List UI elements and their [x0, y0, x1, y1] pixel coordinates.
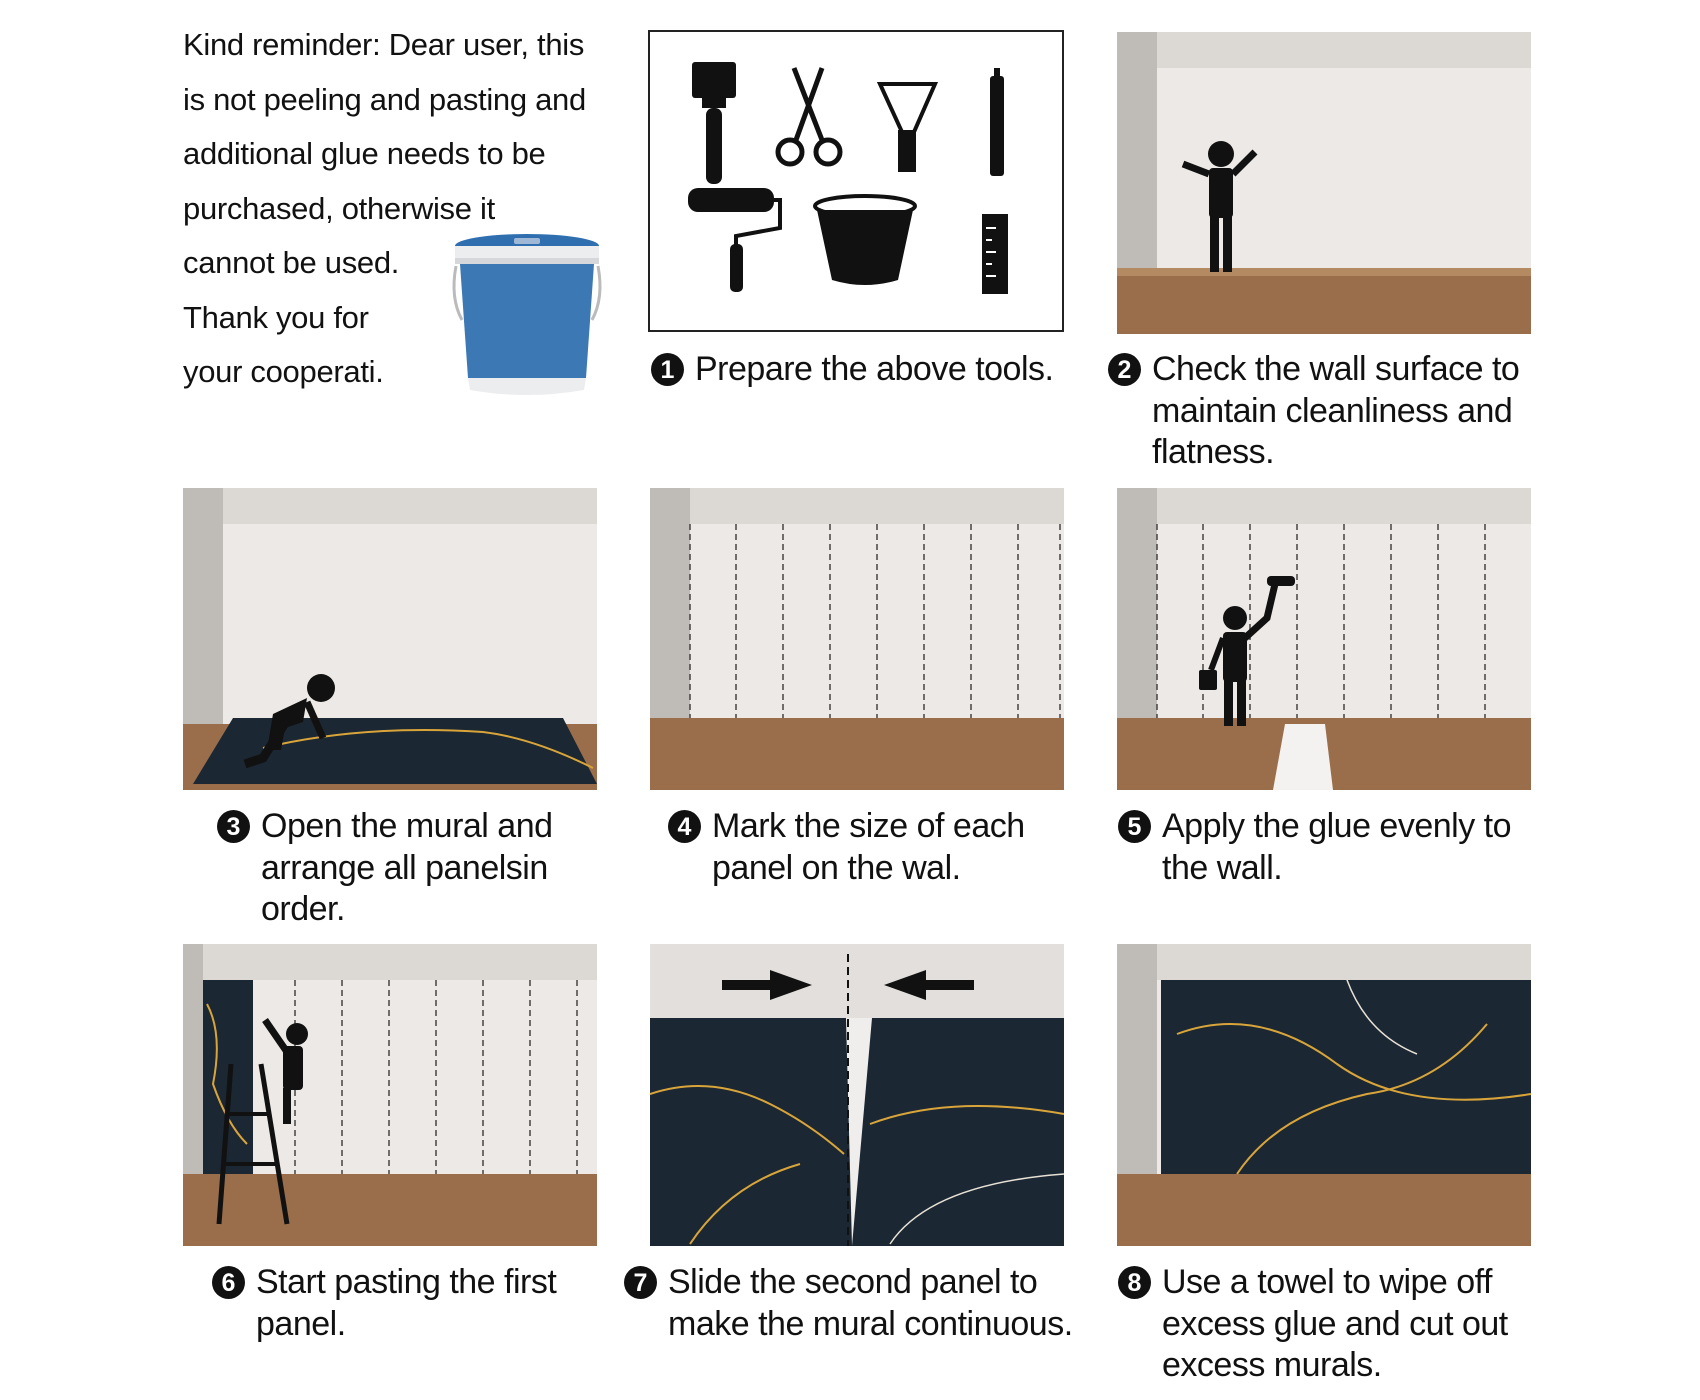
caption-line: Apply the glue evenly to [1162, 807, 1512, 845]
reminder-line: Thank you for [183, 299, 369, 335]
step-number-badge: 7 [624, 1266, 657, 1299]
caption-line: Mark the size of each [712, 807, 1025, 845]
caption-line: order. [261, 890, 345, 928]
caption-line: arrange all panelsin [261, 848, 548, 887]
utility-knife-icon [990, 68, 1004, 176]
caption-line: make the mural continuous. [668, 1304, 1073, 1343]
step-number-badge: 8 [1118, 1266, 1151, 1299]
caption-line: Slide the second panel to [668, 1263, 1038, 1301]
caption-line: the wall. [1162, 848, 1283, 887]
reminder-line: Kind reminder: Dear user, this [183, 27, 585, 62]
glue-bucket-icon [448, 228, 606, 398]
caption-line: Prepare the above tools. [695, 350, 1054, 388]
scraper-icon [880, 84, 935, 172]
caption-line: maintain cleanliness and [1152, 391, 1513, 430]
step-number-badge: 1 [651, 353, 684, 386]
caption-line: excess glue and cut out [1162, 1304, 1508, 1343]
tools-panel [648, 30, 1064, 332]
step-number-badge: 2 [1108, 353, 1141, 386]
caption-line: flatness. [1152, 433, 1275, 471]
step-number-badge: 5 [1118, 810, 1151, 843]
bucket-icon [815, 196, 915, 285]
scissors-icon [778, 68, 840, 164]
step-7-image [650, 944, 1064, 1246]
caption-line: panel. [256, 1304, 346, 1343]
step-2-image [1117, 32, 1531, 334]
step-number-badge: 4 [668, 810, 701, 843]
step-5-image [1117, 488, 1531, 790]
caption-line: Start pasting the first [256, 1263, 557, 1301]
reminder-line: additional glue needs to be [183, 136, 546, 171]
caption-line: panel on the wal. [712, 848, 961, 887]
step-number-badge: 6 [212, 1266, 245, 1299]
reminder-line: your cooperati. [183, 354, 384, 389]
paint-brush-icon [692, 62, 736, 184]
step-8-image [1117, 944, 1531, 1246]
paint-roller-icon [688, 188, 780, 292]
caption-line: Check the wall surface to [1152, 350, 1520, 388]
step-4-image [650, 488, 1064, 790]
step-number-badge: 3 [217, 810, 250, 843]
step-6-image [183, 944, 597, 1246]
reminder-line: cannot be used. [183, 245, 400, 280]
reminder-line: purchased, otherwise it [183, 190, 495, 226]
caption-line: Use a towel to wipe off [1162, 1263, 1492, 1301]
ruler-icon [982, 214, 1008, 294]
step-3-image [183, 488, 597, 790]
caption-line: Open the mural and [261, 807, 553, 845]
reminder-line: is not peeling and pasting and [183, 81, 586, 117]
caption-line: excess murals. [1162, 1346, 1382, 1384]
